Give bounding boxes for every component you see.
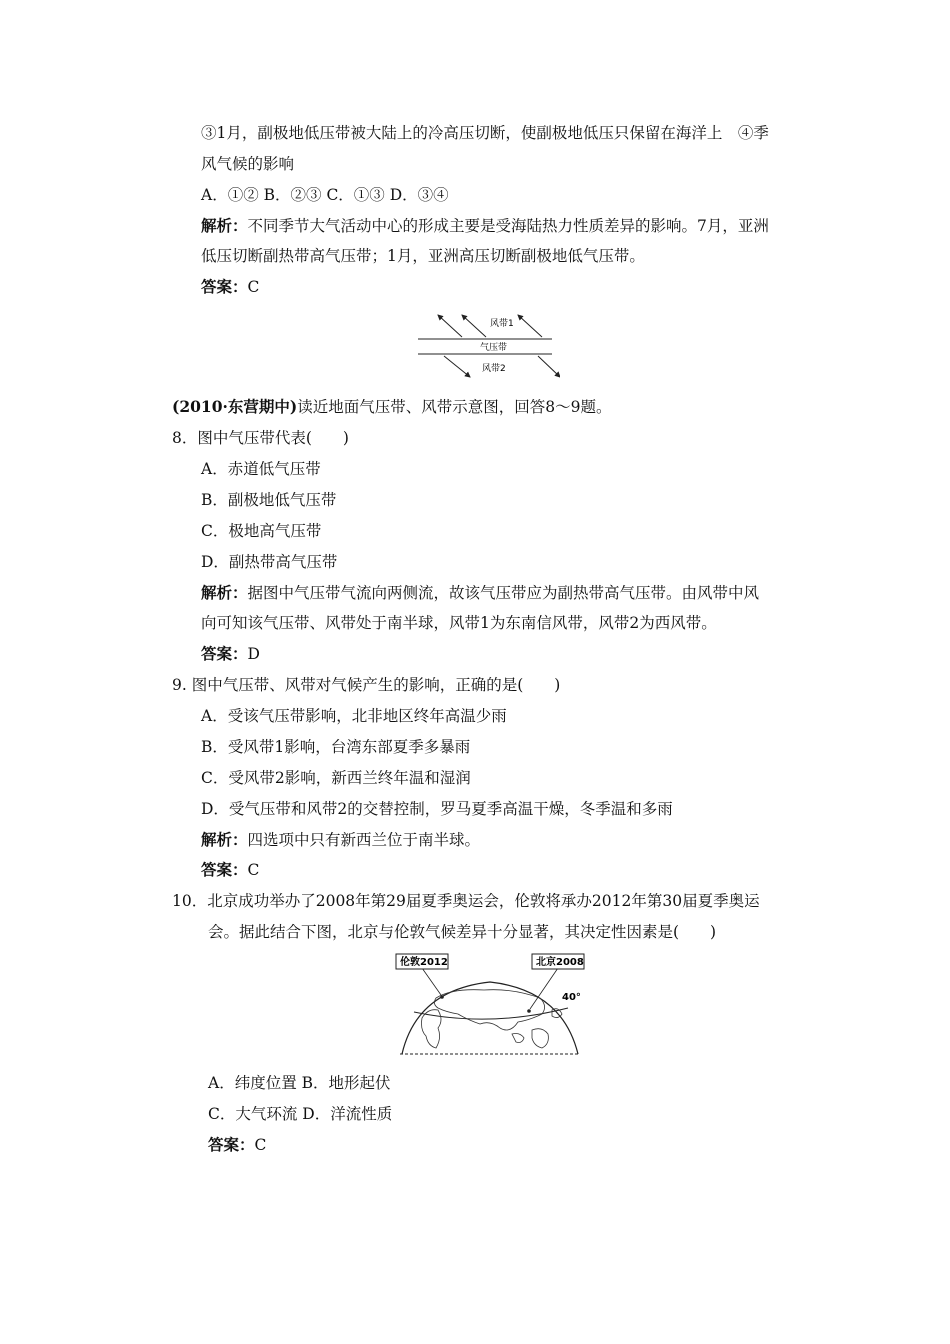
wind-arrow bbox=[444, 356, 470, 377]
wind-arrow bbox=[462, 315, 486, 337]
q9-answer: 答案：C bbox=[201, 860, 260, 879]
q8-option-d: D．副热带高气压带 bbox=[201, 553, 338, 571]
q9-stem: 9. 图中气压带、风带对气候产生的影响，正确的是( ) bbox=[172, 676, 561, 694]
pressure-belt-diagram bbox=[410, 310, 560, 382]
q8-option-b: B．副极地低气压带 bbox=[201, 491, 337, 509]
prev-statement-line1: ③1月，副极地低压带被大陆上的冷高压切断，使副极地低压只保留在海洋上 ④季 bbox=[201, 124, 769, 142]
belt1-label: 风带1 bbox=[490, 319, 514, 329]
prev-answer: 答案：C bbox=[201, 277, 260, 296]
beijing-marker bbox=[527, 1009, 531, 1013]
wind-arrow bbox=[518, 315, 542, 337]
prev-analysis-line1: 解析：不同季节大气活动中心的形成主要是受海陆热力性质差异的影响。7月，亚洲 bbox=[201, 216, 769, 235]
q8-option-a: A．赤道低气压带 bbox=[201, 460, 321, 478]
q8-analysis-line1: 解析：据图中气压带气流向两侧流，故该气压带应为副热带高气压带。由风带中风 bbox=[201, 583, 760, 602]
q10-options-line1: A．纬度位置 B．地形起伏 bbox=[208, 1074, 391, 1092]
analysis-label: 解析： bbox=[201, 216, 248, 235]
q8-option-c: C．极地高气压带 bbox=[201, 522, 322, 540]
q9-option-a: A．受该气压带影响，北非地区终年高温少雨 bbox=[201, 707, 507, 725]
prev-analysis-line2: 低压切断副热带高气压带；1月，亚洲高压切断副极地低气压带。 bbox=[201, 247, 645, 265]
q8-analysis-line2: 向可知该气压带、风带处于南半球，风带1为东南信风带，风带2为西风带。 bbox=[201, 614, 717, 632]
latitude-label: 40° bbox=[562, 992, 581, 1003]
beijing-label: 北京2008 bbox=[536, 957, 584, 968]
q10-stem-line1: 10．北京成功举办了2008年第29届夏季奥运会，伦敦将承办2012年第30届夏季奥运 bbox=[172, 892, 760, 910]
london-pointer bbox=[422, 968, 441, 995]
london-marker bbox=[440, 995, 444, 999]
q9-option-c: C．受风带2影响，新西兰终年温和湿润 bbox=[201, 769, 471, 787]
q9-option-d: D．受气压带和风带2的交替控制，罗马夏季高温干燥，冬季温和多雨 bbox=[201, 800, 673, 818]
q9-analysis: 解析：四选项中只有新西兰位于南半球。 bbox=[201, 830, 481, 849]
wind-arrow bbox=[538, 356, 560, 377]
belt2-label: 风带2 bbox=[482, 364, 506, 374]
q10-stem-line2: 会。据此结合下图，北京与伦敦气候差异十分显著，其决定性因素是( ) bbox=[208, 923, 717, 941]
q8-stem: 8．图中气压带代表( ) bbox=[172, 429, 349, 447]
australia-outline bbox=[532, 1029, 548, 1048]
island-outline bbox=[512, 1034, 524, 1043]
q10-options-line2: C．大气环流 D．洋流性质 bbox=[208, 1105, 393, 1123]
source-tag: (2010·东营期中) bbox=[172, 397, 298, 416]
wind-arrow bbox=[438, 315, 462, 337]
q9-option-b: B．受风带1影响，台湾东部夏季多暴雨 bbox=[201, 738, 471, 756]
world-map-diagram bbox=[392, 950, 588, 1058]
london-label: 伦敦2012 bbox=[400, 957, 448, 968]
pressure-belt-label: 气压带 bbox=[480, 343, 508, 353]
prev-statement-line2: 风气候的影响 bbox=[201, 155, 295, 173]
prev-options: A．①② B．②③ C．①③ D．③④ bbox=[201, 186, 449, 204]
q8-answer: 答案：D bbox=[201, 644, 260, 663]
question-intro: (2010·东营期中)读近地面气压带、风带示意图，回答8～9题。 bbox=[172, 397, 612, 416]
q10-answer: 答案：C bbox=[208, 1135, 267, 1154]
